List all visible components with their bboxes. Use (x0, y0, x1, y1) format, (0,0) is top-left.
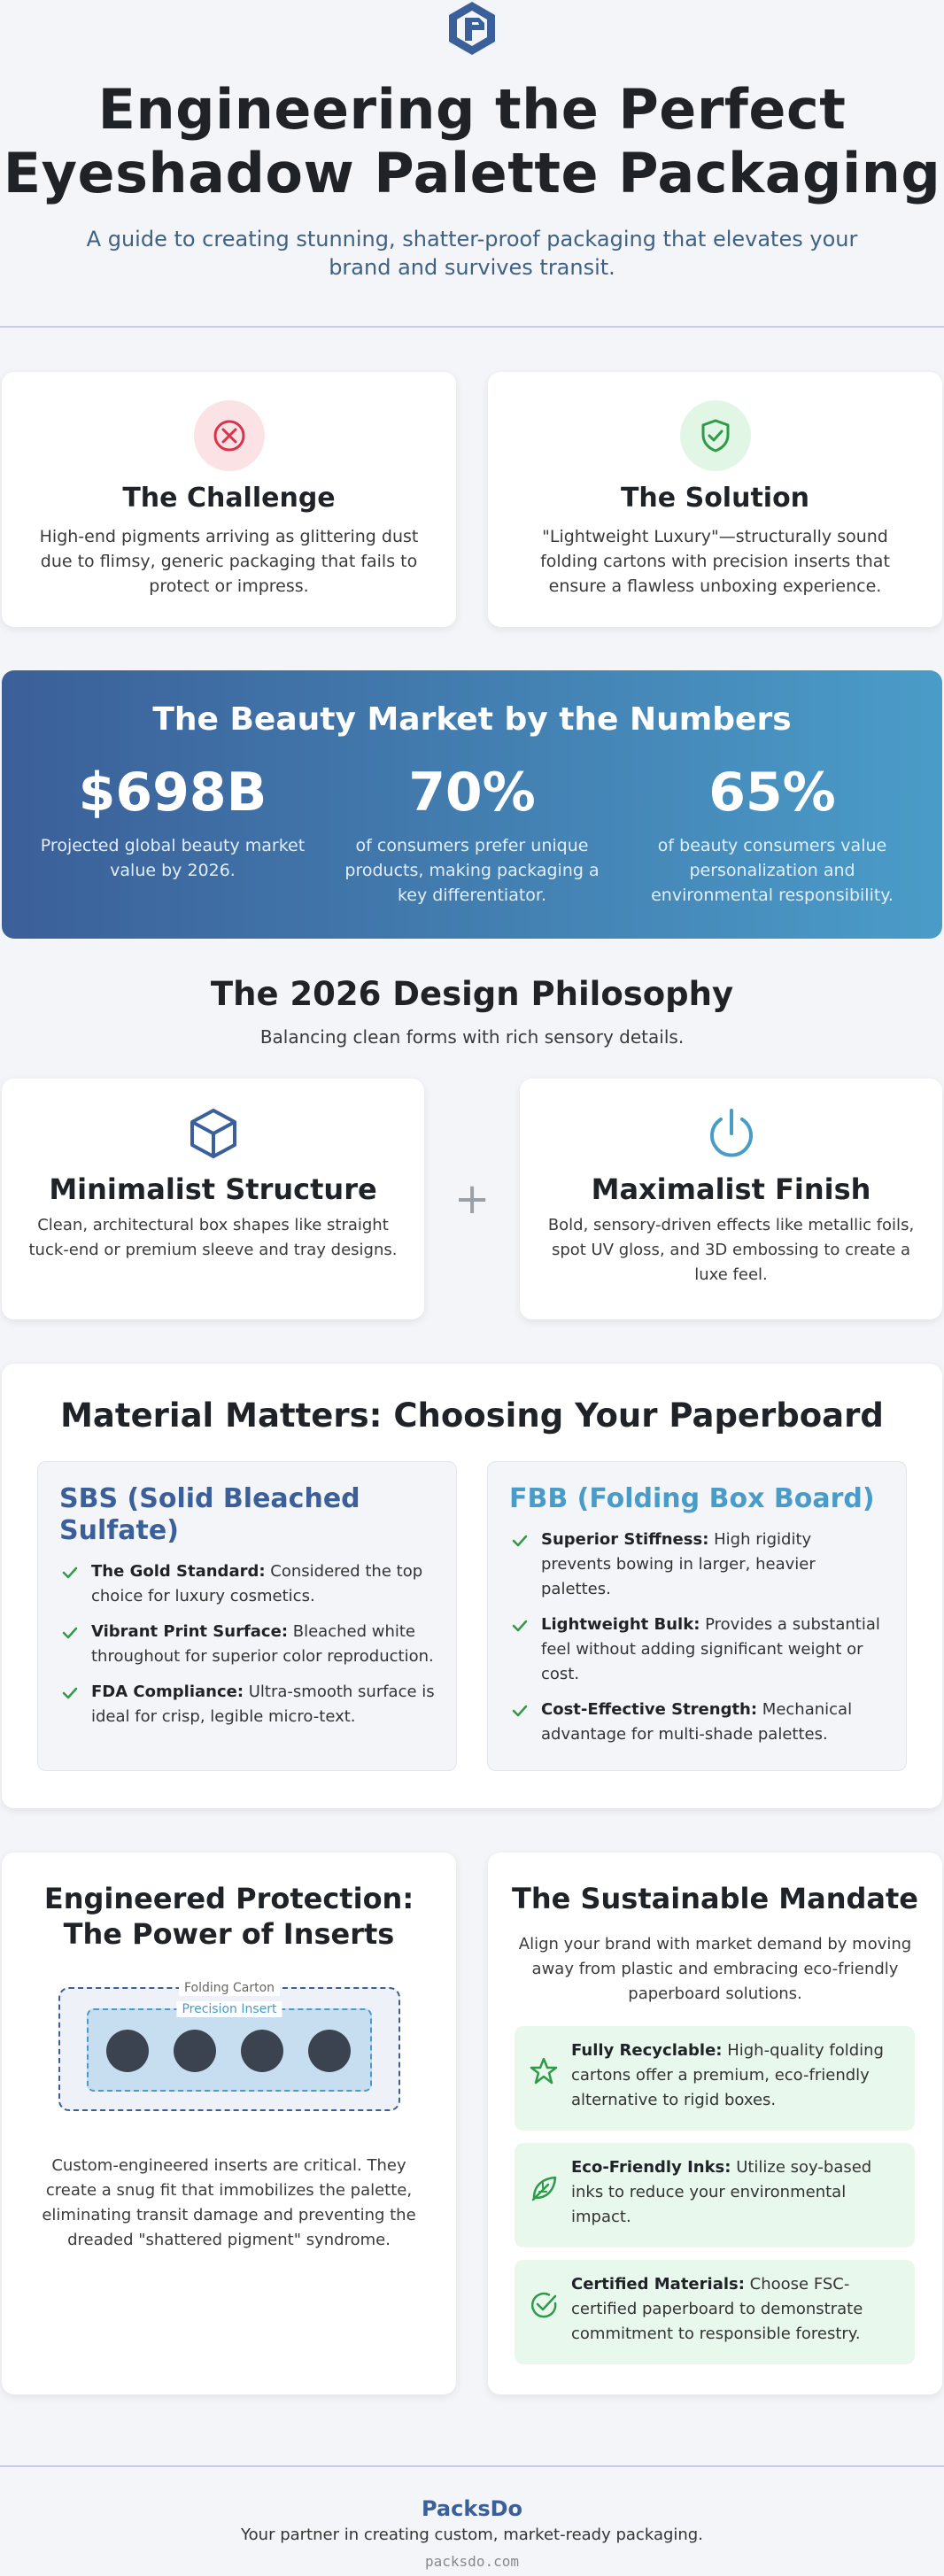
check-icon (511, 1617, 529, 1635)
stat-value: $698B (78, 762, 267, 824)
pan-well (308, 2030, 351, 2072)
plus-sign: + (454, 1174, 491, 1224)
solution-card (488, 372, 942, 627)
solution-title: The Solution (620, 483, 810, 514)
list-item-heading: Cost-Effective Strength: (541, 1700, 758, 1719)
sustainable-item-body: Utilize soy-based inks to reduce your environmental impact. (571, 2158, 872, 2226)
protection-card (2, 1853, 456, 2394)
stat-item (622, 759, 923, 908)
protection-title (2, 1881, 456, 1952)
sustainable-item-body: Choose FSC-certified paperboard to demonstrate commitment to responsible forestry. (571, 2275, 863, 2343)
philosophy-subtitle: Balancing clean forms with rich sensory details. (259, 1026, 685, 1048)
sustainable-item (515, 2026, 915, 2131)
protection-title-line-1: Engineered Protection: (43, 1882, 414, 1915)
solution-text: "Lightweight Luxury"—structurally sound folding cartons with precision inserts that ensure a flawless unboxing experience. (540, 527, 890, 596)
page-footer (0, 2465, 944, 2576)
material-section (2, 1364, 942, 1808)
check-icon (61, 1564, 79, 1582)
stat-item (321, 759, 623, 908)
stat-label: Projected global beauty market value by 2026. (40, 836, 306, 880)
title-line-2: Eyeshadow Palette Packaging (3, 141, 941, 205)
stat-label: of beauty consumers value personalization and environmental responsibility. (651, 836, 894, 905)
pan-well (241, 2030, 283, 2072)
list-item (59, 1620, 435, 1669)
minimalist-title: Minimalist Structure (49, 1172, 377, 1206)
check-circle-icon (529, 2290, 559, 2320)
check-icon (61, 1684, 79, 1702)
list-item-heading: Lightweight Bulk: (541, 1615, 700, 1634)
sustainable-intro: Align your brand with market demand by moving away from plastic and embracing eco-friendly paperboard solutions. (518, 1935, 912, 2003)
precision-insert-diagram (87, 2002, 372, 2092)
insert-label: Precision Insert (176, 2001, 282, 2017)
folding-carton-diagram (58, 1981, 400, 2111)
sustainable-item-heading: Certified Materials: (571, 2275, 745, 2294)
page-subtitle: A guide to creating stunning, shatter-proof packaging that elevates your brand and survives transit. (86, 227, 858, 280)
star-icon (529, 2056, 559, 2086)
stat-value: 70% (408, 762, 536, 824)
maximalist-text: Bold, sensory-driven effects like metallic foils, spot UV gloss, and 3D embossing to create a luxe feel. (547, 1216, 915, 1284)
stat-value: 65% (708, 762, 836, 824)
stat-label: of consumers prefer unique products, making packaging a key differentiator. (344, 836, 600, 905)
stat-item (22, 759, 323, 883)
list-item-text: Provides a substantial feel without adding significant weight or cost. (541, 1615, 880, 1683)
maximalist-title: Maximalist Finish (591, 1172, 871, 1206)
check-icon (61, 1624, 79, 1642)
fbb-title: FBB (Folding Box Board) (509, 1483, 875, 1514)
list-item-text: Bleached white throughout for superior color reproduction. (91, 1622, 434, 1666)
sustainable-item (515, 2143, 915, 2247)
sustainable-title: The Sustainable Mandate (512, 1882, 918, 1915)
leaf-icon (529, 2173, 559, 2203)
x-circle-icon (194, 400, 265, 471)
sbs-list (59, 1559, 435, 1729)
sustainable-item-heading: Eco-Friendly Inks: (571, 2158, 731, 2177)
list-item-text: High rigidity prevents bowing in larger, heavier palettes. (541, 1530, 816, 1598)
sustainable-item-text (571, 2272, 899, 2347)
list-item (509, 1528, 885, 1602)
stats-title: The Beauty Market by the Numbers (152, 701, 792, 738)
list-item-heading: Superior Stiffness: (541, 1530, 709, 1549)
list-item-heading: FDA Compliance: (91, 1683, 244, 1701)
list-item (59, 1559, 435, 1609)
challenge-title: The Challenge (122, 483, 336, 514)
sbs-title: SBS (Solid Bleached Sulfate) (59, 1483, 360, 1546)
fbb-list (509, 1528, 885, 1747)
cube-icon (185, 1105, 242, 1162)
list-item-heading: Vibrant Print Surface: (91, 1622, 289, 1641)
market-stats-banner (2, 670, 942, 939)
philosophy-title: The 2026 Design Philosophy (210, 975, 734, 1013)
packsdo-logo-icon[interactable] (445, 0, 499, 57)
footer-url-link[interactable]: packsdo.com (425, 2553, 519, 2570)
sustainable-item (515, 2260, 915, 2364)
sustainable-item-body: High-quality folding cartons offer a premium, eco-friendly alternative to rigid boxes. (571, 2041, 884, 2109)
challenge-card (2, 372, 456, 627)
sustainable-item-heading: Fully Recyclable: (571, 2041, 723, 2060)
maximalist-card (520, 1079, 942, 1319)
protection-title-line-2: The Power of Inserts (63, 1917, 395, 1951)
list-item (509, 1613, 885, 1687)
check-icon (511, 1532, 529, 1550)
challenge-text: High-end pigments arriving as glittering dust due to flimsy, generic packaging that fails to protect or impress. (39, 527, 419, 596)
sustainable-item-text (571, 2038, 899, 2113)
minimalist-card (2, 1079, 424, 1319)
footer-tagline: Your partner in creating custom, market-ready packaging. (241, 2526, 703, 2544)
minimalist-text: Clean, architectural box shapes like straight tuck-end or premium sleeve and tray designs. (28, 1216, 398, 1259)
sustainable-card (488, 1853, 942, 2394)
sustainable-item-text (571, 2155, 899, 2230)
page-header (0, 0, 944, 328)
protection-text: Custom-engineered inserts are critical. They create a snug fit that immobilizes the palette, eliminating transit damage and preventing the dreaded "shattered pigment" syndrome. (42, 2156, 416, 2249)
pan-well (106, 2030, 149, 2072)
footer-brand[interactable]: PacksDo (421, 2496, 523, 2521)
sbs-box (37, 1461, 457, 1771)
page-title (0, 78, 944, 205)
shield-check-icon (680, 400, 751, 471)
fbb-box (487, 1461, 907, 1771)
carton-label: Folding Carton (179, 1980, 280, 1996)
pan-well (174, 2030, 216, 2072)
list-item-text: Mechanical advantage for multi-shade palettes. (541, 1700, 853, 1744)
power-icon (703, 1105, 760, 1162)
material-title: Material Matters: Choosing Your Paperboard (60, 1396, 884, 1435)
list-item (509, 1698, 885, 1747)
list-item-text: Ultra-smooth surface is ideal for crisp, legible micro-text. (91, 1683, 435, 1726)
list-item-text: Considered the top choice for luxury cosmetics. (91, 1562, 423, 1605)
title-line-1: Engineering the Perfect (97, 77, 847, 142)
check-icon (511, 1702, 529, 1720)
list-item-heading: The Gold Standard: (91, 1562, 266, 1581)
list-item (59, 1680, 435, 1729)
